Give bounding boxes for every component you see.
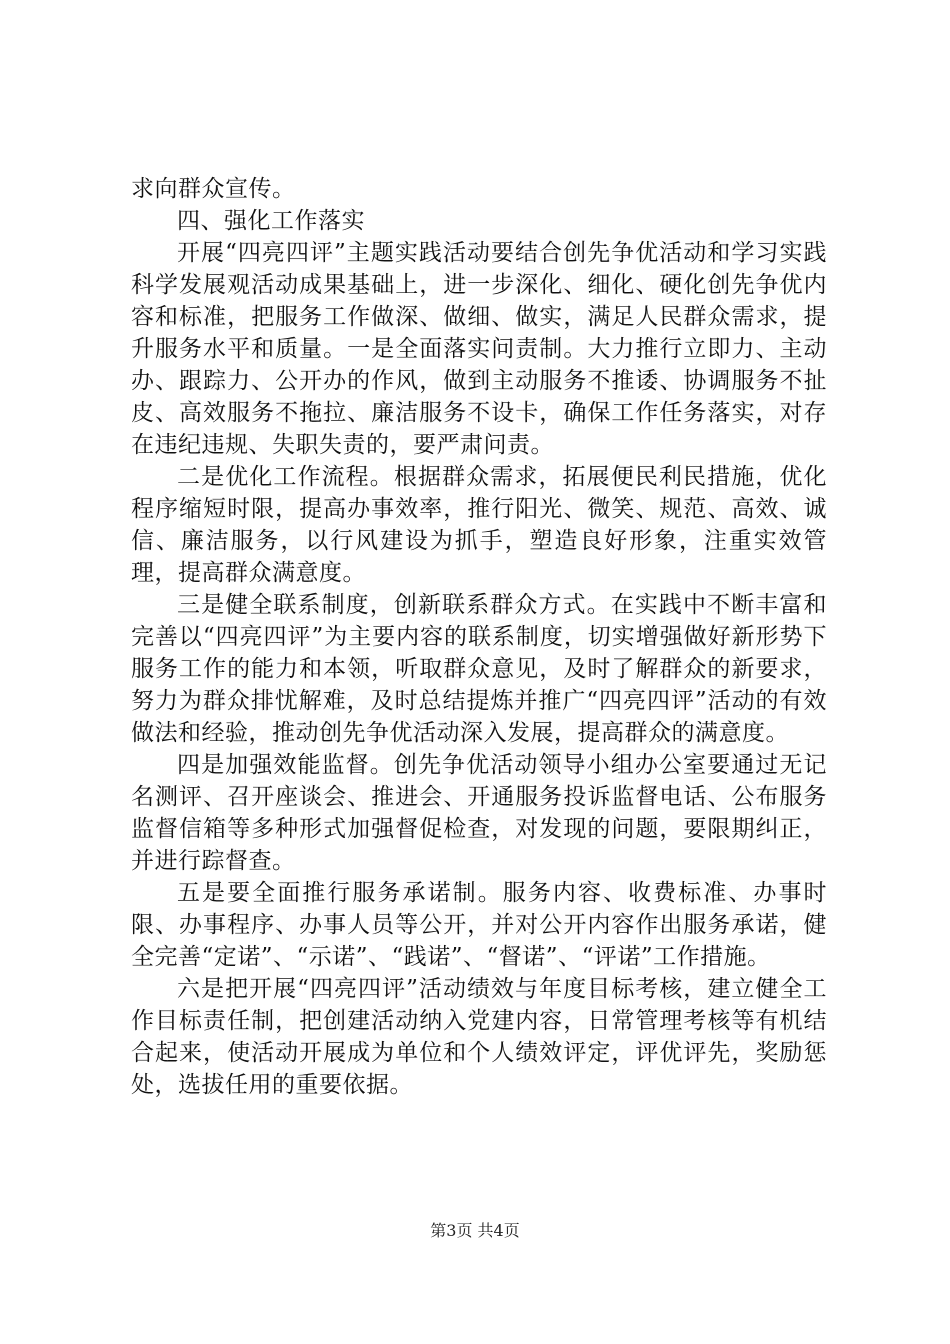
paragraph-continuation: 求向群众宣传。 [131,176,296,202]
paragraph-intro: 开展“四亮四评”主题实践活动要结合创先争优活动和学习实践科学发展观活动成果基础上，进一步深化、细化、硬化创先争优内容和标准，把服务工作做深、做细、做实，满足人民群众需求，提升服务水平和质量。一是全面落实问责制。大力推行立即力、主动办、跟踪力、公开办的作风，做到主动服务不推诿、协调服务不扯皮、高效服务不拖拉、廉洁服务不设卡，确保工作任务落实，对存在违纪违规、失职失责的，要严肃问责。 [131,240,827,458]
paragraph-item-2: 二是优化工作流程。根据群众需求，拓展便民利民措施，优化程序缩短时限，提高办事效率，推行阳光、微笑、规范、高效、诚信、廉洁服务，以行风建设为抓手，塑造良好形象，注重实效管理，提高群众满意度。 [131,464,827,586]
paragraph-item-4: 四是加强效能监督。创先争优活动领导小组办公室要通过无记名测评、召开座谈会、推进会、开通服务投诉监督电话、公布服务监督信箱等多种形式加强督促检查，对发现的问题，要限期纠正，并进行踪督查。 [131,752,827,874]
section-heading: 四、强化工作落实 [177,208,365,234]
paragraph-item-5: 五是要全面推行服务承诺制。服务内容、收费标准、办事时限、办事程序、办事人员等公开，并对公开内容作出服务承诺，健全完善“定诺”、“示诺”、“践诺”、“督诺”、“评诺”工作措施。 [131,880,827,970]
document-body [131,173,827,1101]
paragraph-item-6: 六是把开展“四亮四评”活动绩效与年度目标考核，建立健全工作目标责任制，把创建活动纳入党建内容，日常管理考核等有机结合起来，使活动开展成为单位和个人绩效评定，评优评先，奖励惩处，选拔任用的重要依据。 [131,976,827,1098]
page-number-footer: 第3页 共4页 [430,1221,520,1240]
paragraph-item-3: 三是健全联系制度，创新联系群众方式。在实践中不断丰富和完善以“四亮四评”为主要内容的联系制度，切实增强做好新形势下服务工作的能力和本领，听取群众意见，及时了解群众的新要求，努力为群众排忧解难，及时总结提炼并推广“四亮四评”活动的有效做法和经验，推动创先争优活动深入发展，提高群众的满意度。 [131,592,827,746]
